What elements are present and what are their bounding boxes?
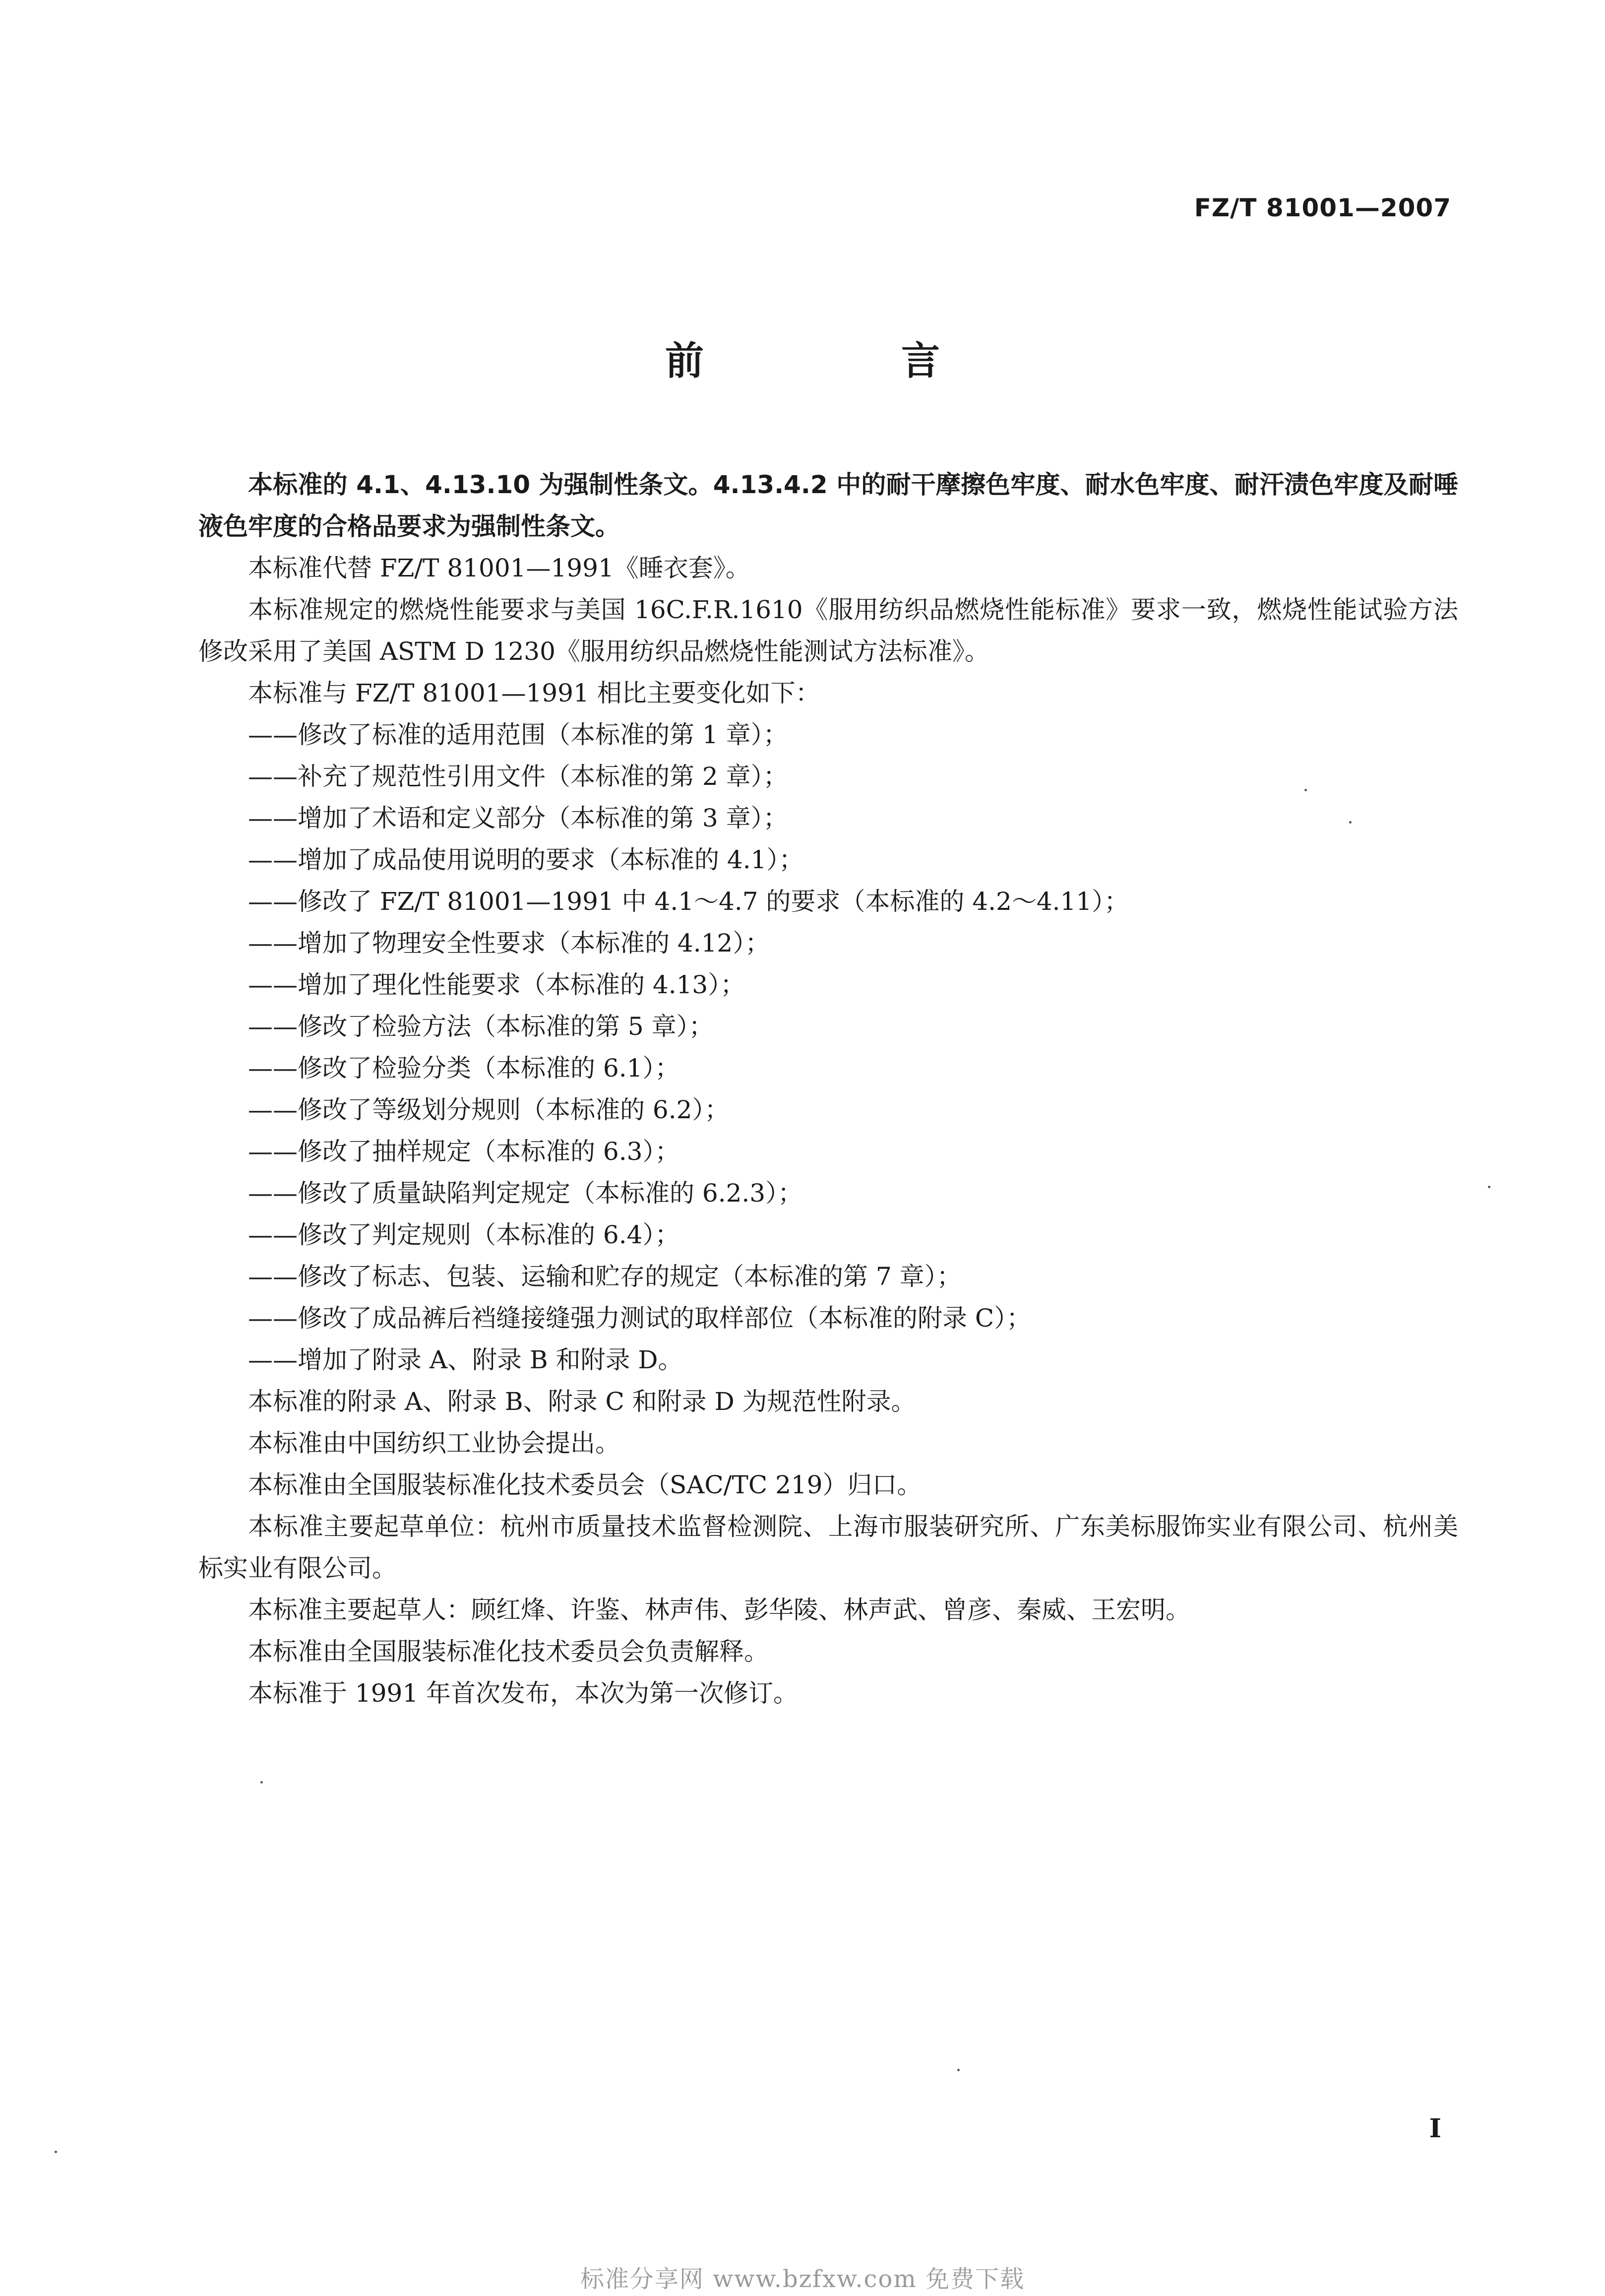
- standard-code: FZ/T 81001—2007: [1194, 193, 1451, 222]
- proposer-paragraph: 本标准由中国纺织工业协会提出。: [248, 1429, 620, 1458]
- watermark: 标准分享网 www.bzfxw.com 免费下载: [580, 2265, 1025, 2293]
- list-item: ——修改了检验方法（本标准的第 5 章）；: [248, 1012, 714, 1041]
- drafting-units-paragraph: 本标准主要起草单位：杭州市质量技术监督检测院、上海市服装研究所、广东美标服饰实业有限公司、杭州美标实业有限公司。: [198, 1512, 1458, 1583]
- list-item: ——修改了等级划分规则（本标准的 6.2）；: [248, 1095, 730, 1124]
- list-item: ——增加了成品使用说明的要求（本标准的 4.1）；: [248, 845, 804, 874]
- scan-speck: [1349, 821, 1352, 824]
- page-number: I: [1429, 2113, 1441, 2144]
- scan-speck: [55, 2151, 57, 2153]
- list-item: ——修改了质量缺陷判定规定（本标准的 6.2.3）；: [248, 1179, 803, 1208]
- replaces-paragraph: 本标准代替 FZ/T 81001—1991《睡衣套》。: [248, 554, 750, 582]
- scan-speck: [1488, 1186, 1490, 1188]
- changes-intro-paragraph: 本标准与 FZ/T 81001—1991 相比主要变化如下：: [248, 679, 820, 707]
- appendix-paragraph: 本标准的附录 A、附录 B、附录 C 和附录 D 为规范性附录。: [248, 1387, 916, 1416]
- list-item: ——增加了理化性能要求（本标准的 4.13）；: [248, 970, 745, 999]
- scan-speck: [957, 2069, 960, 2071]
- drafters-paragraph: 本标准主要起草人：顾红烽、许鉴、林声伟、彭华陵、林声武、曾彦、秦威、王宏明。: [248, 1595, 1190, 1624]
- committee-paragraph: 本标准由全国服装标准化技术委员会（SAC/TC 219）归口。: [248, 1470, 922, 1499]
- scan-speck: [260, 1781, 263, 1784]
- changes-list: [198, 714, 1458, 1381]
- list-item: ——增加了物理安全性要求（本标准的 4.12）；: [248, 929, 770, 957]
- list-item: ——修改了检验分类（本标准的 6.1）；: [248, 1054, 680, 1083]
- mandatory-clause-paragraph: 本标准的 4.1、4.13.10 为强制性条文。4.13.4.2 中的耐干摩擦色牢度、耐水色牢度、耐汗渍色牢度及耐唾液色牢度的合格品要求为强制性条文。: [198, 470, 1458, 541]
- list-item: ——增加了附录 A、附录 B 和附录 D。: [248, 1345, 683, 1374]
- interpretation-paragraph: 本标准由全国服装标准化技术委员会负责解释。: [248, 1637, 769, 1666]
- list-item: ——增加了术语和定义部分（本标准的第 3 章）；: [248, 804, 788, 832]
- scan-speck: [1304, 789, 1307, 791]
- list-item: ——修改了标准的适用范围（本标准的第 1 章）；: [248, 720, 788, 749]
- list-item: ——修改了抽样规定（本标准的 6.3）；: [248, 1137, 680, 1166]
- list-item: ——修改了标志、包装、运输和贮存的规定（本标准的第 7 章）；: [248, 1262, 962, 1291]
- flammability-paragraph: 本标准规定的燃烧性能要求与美国 16C.F.R.1610《服用纺织品燃烧性能标准》要求一致，燃烧性能试验方法修改采用了美国 ASTM D 1230《服用纺织品燃烧性能测试方法标准》。: [198, 595, 1458, 666]
- list-item: ——修改了 FZ/T 81001—1991 中 4.1～4.7 的要求（本标准的 4.2～4.11）；: [248, 887, 1129, 916]
- page-title: 前 言: [665, 339, 1019, 383]
- list-item: ——修改了成品裤后裆缝接缝强力测试的取样部位（本标准的附录 C）；: [248, 1304, 1032, 1333]
- foreword-body: [198, 464, 1458, 1714]
- list-item: ——补充了规范性引用文件（本标准的第 2 章）；: [248, 762, 788, 791]
- history-paragraph: 本标准于 1991 年首次发布，本次为第一次修订。: [248, 1679, 799, 1708]
- list-item: ——修改了判定规则（本标准的 6.4）；: [248, 1220, 680, 1249]
